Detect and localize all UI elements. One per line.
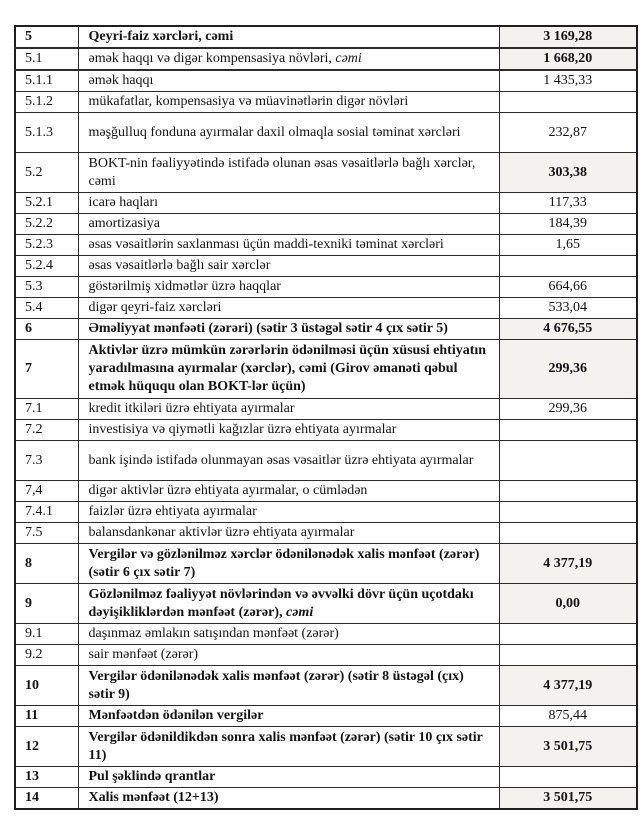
table-row <box>15 256 637 277</box>
report-table-body <box>15 26 637 809</box>
row-label-text: Mənfəətdən ödənilən vergilər <box>88 708 264 723</box>
row-number: 7,4 <box>25 483 43 498</box>
row-value-cell <box>499 214 637 235</box>
row-value-cell <box>499 235 637 256</box>
row-label-text: kredit itkiləri üzrə ehtiyata ayırmalar <box>88 401 295 416</box>
row-label-text: Vergilər ödənilənədək xalis mənfəət (zərər) (sətir 8 üstəgəl (çıx) sətir 9) <box>88 668 464 702</box>
table-row <box>15 319 637 340</box>
row-value-cell <box>499 399 637 420</box>
row-label-text: Qeyri-faiz xərcləri, cəmi <box>88 29 234 44</box>
table-row <box>15 706 637 727</box>
row-label-cell <box>78 298 499 319</box>
row-label-text: Əməliyyat mənfəəti (zərəri) (sətir 3 üstəgəl sətir 4 çıx sətir 5) <box>88 321 448 336</box>
row-number-cell <box>15 727 78 767</box>
row-label-cell <box>78 113 499 153</box>
row-value: 4 377,19 <box>543 555 593 571</box>
row-number-cell <box>15 298 78 319</box>
row-label-cell <box>78 788 499 810</box>
row-label-text: Gözlənilməz fəaliyyət növlərindən və əvvəlki dövr üçün uçotdakı dəyişikliklərdən mənfəət (zərər), <box>88 586 474 620</box>
table-row <box>15 788 637 810</box>
row-number-cell <box>15 113 78 153</box>
row-value-cell <box>499 420 637 441</box>
row-label-cell <box>78 319 499 340</box>
row-number: 9.2 <box>25 647 43 662</box>
row-number-cell <box>15 319 78 340</box>
table-row <box>15 340 637 399</box>
row-number: 5.1.3 <box>25 124 53 140</box>
row-number: 7.4.1 <box>25 504 53 519</box>
row-label-cell <box>78 420 499 441</box>
row-number: 5.2 <box>25 164 43 180</box>
table-row <box>15 441 637 481</box>
row-value: 3 169,28 <box>543 29 593 44</box>
row-number: 7.5 <box>25 525 43 540</box>
row-value-cell <box>499 706 637 727</box>
row-label-cell <box>78 584 499 624</box>
row-number: 10 <box>25 677 39 693</box>
row-value: 1 668,20 <box>543 51 593 66</box>
row-label-text: Xalis mənfəət (12+13) <box>88 790 219 805</box>
row-value: 3 501,75 <box>543 738 593 754</box>
table-row <box>15 193 637 214</box>
row-value-cell <box>499 788 637 810</box>
table-row <box>15 70 637 92</box>
row-label-cell <box>78 277 499 298</box>
row-value-cell <box>499 256 637 277</box>
row-label-text: digər aktivlər üzrə ehtiyata ayırmalar, o cümlədən <box>88 483 368 498</box>
table-row <box>15 399 637 420</box>
row-label-text: bank işində istifadə olunmayan əsas vəsaitlər üzrə ehtiyata ayırmalar <box>88 452 474 468</box>
row-label-cell <box>78 706 499 727</box>
row-number-cell <box>15 502 78 523</box>
row-label-cell <box>78 92 499 113</box>
row-number-cell <box>15 26 78 48</box>
table-row <box>15 92 637 113</box>
row-label-text: faizlər üzrə ehtiyata ayırmalar <box>88 504 257 519</box>
table-row <box>15 48 637 70</box>
row-number-cell <box>15 544 78 584</box>
row-label-text: sair mənfəət (zərər) <box>88 647 199 662</box>
row-number: 6 <box>25 321 32 336</box>
table-row <box>15 214 637 235</box>
row-label-cell <box>78 523 499 544</box>
row-value: 299,36 <box>548 401 587 416</box>
row-value-cell <box>499 727 637 767</box>
row-label-text: digər qeyri-faiz xərcləri <box>88 300 222 315</box>
table-row <box>15 502 637 523</box>
row-number-cell <box>15 92 78 113</box>
row-value-cell <box>499 319 637 340</box>
row-number: 5.2.4 <box>25 258 53 273</box>
row-label-cell <box>78 544 499 584</box>
table-row <box>15 767 637 788</box>
row-label-cell <box>78 727 499 767</box>
table-row <box>15 666 637 706</box>
row-label-text: göstərilmiş xidmətlər üzrə haqqlar <box>88 279 281 294</box>
row-number: 5.2.2 <box>25 216 53 231</box>
row-value-cell <box>499 298 637 319</box>
row-label-text: balansdankənar aktivlər üzrə ehtiyata ayırmalar <box>88 525 355 540</box>
row-value-cell <box>499 113 637 153</box>
row-label-cell <box>78 235 499 256</box>
row-value-cell <box>499 502 637 523</box>
row-value: 3 501,75 <box>543 790 593 805</box>
row-value: 184,39 <box>548 216 587 231</box>
row-number: 14 <box>25 790 39 805</box>
row-value-cell <box>499 767 637 788</box>
row-value-cell <box>499 666 637 706</box>
row-number: 7.2 <box>25 422 43 437</box>
row-value-cell <box>499 193 637 214</box>
row-number: 7.1 <box>25 401 43 416</box>
row-label-text: əmək haqqı <box>88 73 154 88</box>
row-number-cell <box>15 214 78 235</box>
row-label-cell <box>78 26 499 48</box>
row-value: 664,66 <box>548 279 587 294</box>
row-value-cell <box>499 70 637 92</box>
row-value-cell <box>499 340 637 399</box>
row-label-text: Pul şəklində qrantlar <box>88 769 216 784</box>
row-number-cell <box>15 706 78 727</box>
row-number-cell <box>15 645 78 666</box>
row-label-text: məşğulluq fonduna ayırmalar daxil olmaqla sosial təminat xərcləri <box>88 124 461 140</box>
row-number-cell <box>15 788 78 810</box>
row-label-text: amortizasiya <box>88 216 161 231</box>
table-row <box>15 26 637 48</box>
row-number-cell <box>15 340 78 399</box>
row-number: 11 <box>25 708 39 723</box>
row-number: 5.4 <box>25 300 43 315</box>
row-label-text: BOKT-nin fəaliyyətində istifadə olunan əsas vəsaitlərlə bağlı xərclər, cəmi <box>88 155 476 189</box>
table-row <box>15 624 637 645</box>
row-label-text: əsas vəsaitlərin saxlanması üçün maddi-texniki təminat xərcləri <box>88 237 444 252</box>
row-value: 0,00 <box>555 595 580 611</box>
financial-report-table <box>14 25 638 810</box>
row-label-cell <box>78 399 499 420</box>
row-label-cell <box>78 153 499 193</box>
row-label-text: icarə haqları <box>88 195 159 210</box>
row-label-cell <box>78 70 499 92</box>
row-number: 8 <box>25 555 32 571</box>
row-number: 5.2.3 <box>25 237 53 252</box>
row-value: 303,38 <box>548 164 587 180</box>
row-number-cell <box>15 767 78 788</box>
row-number-cell <box>15 277 78 298</box>
row-value-cell <box>499 544 637 584</box>
row-value: 875,44 <box>548 708 587 723</box>
row-value: 4 377,19 <box>543 677 593 693</box>
row-number-cell <box>15 235 78 256</box>
row-number: 9 <box>25 595 32 611</box>
row-number-cell <box>15 256 78 277</box>
table-row <box>15 277 637 298</box>
table-row <box>15 113 637 153</box>
table-row <box>15 645 637 666</box>
row-value: 1,65 <box>555 237 580 252</box>
row-label-cell <box>78 481 499 502</box>
row-number: 12 <box>25 738 39 754</box>
row-value-cell <box>499 584 637 624</box>
row-value-cell <box>499 645 637 666</box>
table-row <box>15 298 637 319</box>
row-value-cell <box>499 153 637 193</box>
table-row <box>15 420 637 441</box>
row-number: 7.3 <box>25 452 43 468</box>
row-number: 5.2.1 <box>25 195 53 210</box>
row-value: 299,36 <box>548 361 587 376</box>
row-number-cell <box>15 70 78 92</box>
row-label-text: əsas vəsaitlərlə bağlı sair xərclər <box>88 258 271 273</box>
row-label-cell <box>78 441 499 481</box>
row-label-cell <box>78 193 499 214</box>
table-row <box>15 727 637 767</box>
row-value: 4 676,55 <box>543 321 593 336</box>
row-label-cell <box>78 214 499 235</box>
row-label-text: Vergilər ödənildikdən sonra xalis mənfəət (zərər) (sətir 10 çıx sətir 11) <box>88 729 483 763</box>
row-value-cell <box>499 441 637 481</box>
row-label-cell <box>78 256 499 277</box>
row-number-cell <box>15 399 78 420</box>
row-label-cell <box>78 645 499 666</box>
table-row <box>15 481 637 502</box>
table-row <box>15 235 637 256</box>
row-value-cell <box>499 481 637 502</box>
row-label-cell <box>78 666 499 706</box>
row-number-cell <box>15 441 78 481</box>
row-label-text: əmək haqqı və digər kompensasiya növləri, <box>88 51 336 66</box>
row-label-cell <box>78 767 499 788</box>
row-number: 7 <box>25 361 32 376</box>
row-number-cell <box>15 481 78 502</box>
row-label-cell <box>78 502 499 523</box>
table-row <box>15 523 637 544</box>
table-row <box>15 584 637 624</box>
row-value: 1 435,33 <box>543 73 593 88</box>
row-value: 533,04 <box>548 300 587 315</box>
row-number: 5.1.1 <box>25 73 53 88</box>
row-label-italic: cəmi <box>335 51 362 66</box>
row-number: 5.1.2 <box>25 94 53 109</box>
row-number: 9.1 <box>25 626 43 641</box>
row-number-cell <box>15 666 78 706</box>
row-label-italic: cəmi <box>286 604 314 620</box>
row-label-cell <box>78 48 499 70</box>
row-number-cell <box>15 420 78 441</box>
row-number-cell <box>15 193 78 214</box>
table-row <box>15 544 637 584</box>
row-value-cell <box>499 624 637 645</box>
row-label-text: investisiya və qiymətli kağızlar üzrə ehtiyata ayırmalar <box>88 422 397 437</box>
row-value: 117,33 <box>548 195 587 210</box>
row-value: 232,87 <box>548 124 587 140</box>
row-value-cell <box>499 48 637 70</box>
table-row <box>15 153 637 193</box>
row-label-text: mükafatlar, kompensasiya və müavinətlərin digər növləri <box>88 94 409 109</box>
row-value-cell <box>499 277 637 298</box>
row-number-cell <box>15 48 78 70</box>
row-number-cell <box>15 624 78 645</box>
row-number: 5.3 <box>25 279 43 294</box>
row-value-cell <box>499 92 637 113</box>
row-label-text: Aktivlər üzrə mümkün zərərlərin ödənilməsi üçün xüsusi ehtiyatın yaradılmasına ayırmalar (xərclər), cəmi (Girov əmanəti qəbul etmək hüququ olan BOKT-lər üçün) <box>88 343 487 394</box>
row-label-text: Vergilər və gözlənilməz xərclər ödənilənədək xalis mənfəət (zərər) (sətir 6 çıx sətir 7) <box>88 546 480 580</box>
row-number-cell <box>15 523 78 544</box>
row-number: 5.1 <box>25 51 43 66</box>
row-number: 5 <box>25 29 32 44</box>
scanned-report-page <box>0 25 643 819</box>
row-label-text: daşınmaz əmlakın satışından mənfəət (zərər) <box>88 626 339 641</box>
row-value-cell <box>499 26 637 48</box>
row-label-cell <box>78 624 499 645</box>
row-number: 13 <box>25 769 39 784</box>
row-label-cell <box>78 340 499 399</box>
row-number-cell <box>15 153 78 193</box>
row-value-cell <box>499 523 637 544</box>
row-number-cell <box>15 584 78 624</box>
